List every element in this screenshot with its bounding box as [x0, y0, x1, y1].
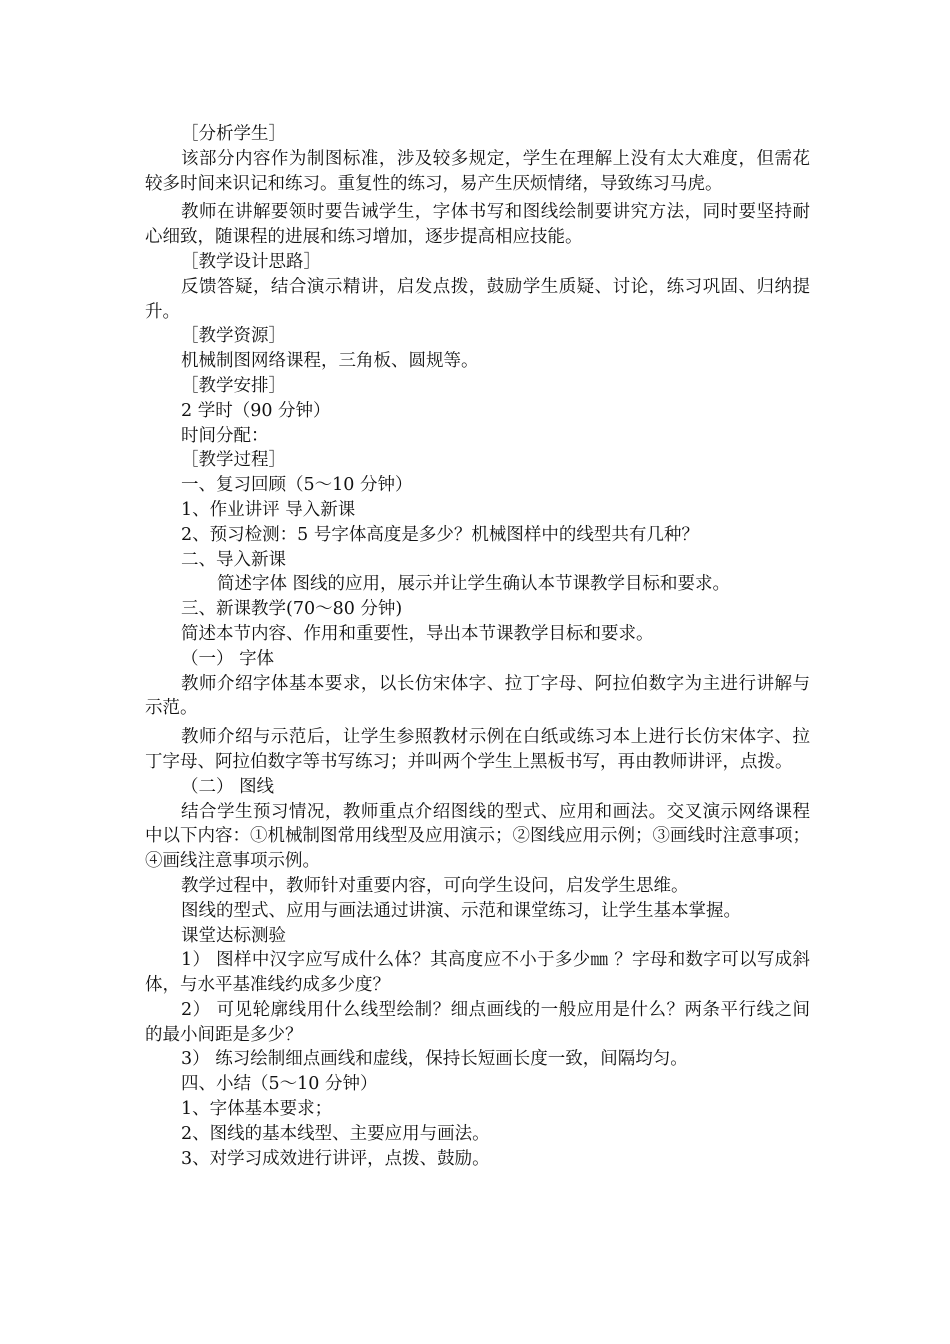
paragraph: 2 学时（90 分钟）	[181, 400, 331, 421]
subheading: （一） 字体	[181, 648, 275, 669]
paragraph: 简述本节内容、作用和重要性，导出本节课教学目标和要求。	[181, 623, 654, 644]
list-item: 3、对学习成效进行讲评，点拨、鼓励。	[181, 1148, 490, 1169]
quiz-item: 3） 练习绘制细点画线和虚线，保持长短画长度一致，间隔均匀。	[181, 1049, 688, 1070]
list-heading: 一、复习回顾（5～10 分钟）	[181, 475, 413, 496]
list-heading: 二、导入新课	[181, 549, 286, 570]
list-item: 2、图线的基本线型、主要应用与画法。	[181, 1123, 490, 1144]
paragraph: 教师介绍字体基本要求，以长仿宋体字、拉丁字母、阿拉伯数字为主进行讲解与示范。	[145, 673, 810, 719]
paragraph: 教师在讲解要领时要告诫学生，字体书写和图线绘制要讲究方法，同时要坚持耐心细致，随课程的进展和练习增加，逐步提高相应技能。	[145, 202, 810, 248]
paragraph: 简述字体 图线的应用，展示并让学生确认本节课教学目标和要求。	[217, 574, 731, 595]
section-heading-arrangement: ［教学安排］	[181, 375, 286, 396]
paragraph: 教学过程中，教师针对重要内容，可向学生设问，启发学生思维。	[181, 875, 689, 896]
paragraph: 机械制图网络课程，三角板、圆规等。	[181, 351, 479, 372]
list-heading: 四、小结（5～10 分钟）	[181, 1074, 378, 1095]
list-item: 2、预习检测：5 号字体高度是多少？机械图样中的线型共有几种？	[181, 524, 699, 545]
paragraph: 图线的型式、应用与画法通过讲演、示范和课堂练习，让学生基本掌握。	[181, 900, 741, 921]
quiz-item: 2） 可见轮廓线用什么线型绘制？细点画线的一般应用是什么？两条平行线之间的最小间距是多少？	[145, 999, 810, 1045]
paragraph: 结合学生预习情况，教师重点介绍图线的型式、应用和画法。交叉演示网络课程中以下内容：①机械制图常用线型及应用演示；②图线应用示例；③画线时注意事项；④画线注意事项示例。	[145, 801, 810, 872]
subheading: （二） 图线	[181, 776, 275, 797]
paragraph: 反馈答疑，结合演示精讲，启发点拨，鼓励学生质疑、讨论，练习巩固、归纳提升。	[145, 276, 810, 322]
quiz-item: 1） 图样中汉字应写成什么体？其高度应不小于多少㎜ ？字母和数字可以写成斜体，与水平基准线约成多少度？	[145, 950, 810, 996]
list-heading: 三、新课教学(70～80 分钟)	[181, 599, 403, 620]
section-heading-design: ［教学设计思路］	[181, 251, 321, 272]
paragraph: 教师介绍与示范后，让学生参照教材示例在白纸或练习本上进行长仿宋体字、拉丁字母、阿拉伯数字等书写练习；并叫两个学生上黑板书写，再由教师讲评，点拨。	[145, 727, 810, 772]
list-item: 1、字体基本要求；	[181, 1099, 333, 1120]
paragraph: 时间分配：	[181, 425, 269, 446]
list-item: 1、作业讲评 导入新课	[181, 499, 356, 520]
paragraph: 该部分内容作为制图标准，涉及较多规定，学生在理解上没有太大难度，但需花较多时间来识记和练习。重复性的练习，易产生厌烦情绪，导致练习马虎。	[145, 148, 810, 194]
section-heading-process: ［教学过程］	[181, 450, 286, 471]
section-heading-analysis: ［分析学生］	[181, 124, 286, 144]
document-body	[145, 122, 810, 1171]
subheading: 课堂达标测验	[181, 925, 286, 946]
section-heading-resources: ［教学资源］	[181, 326, 286, 347]
